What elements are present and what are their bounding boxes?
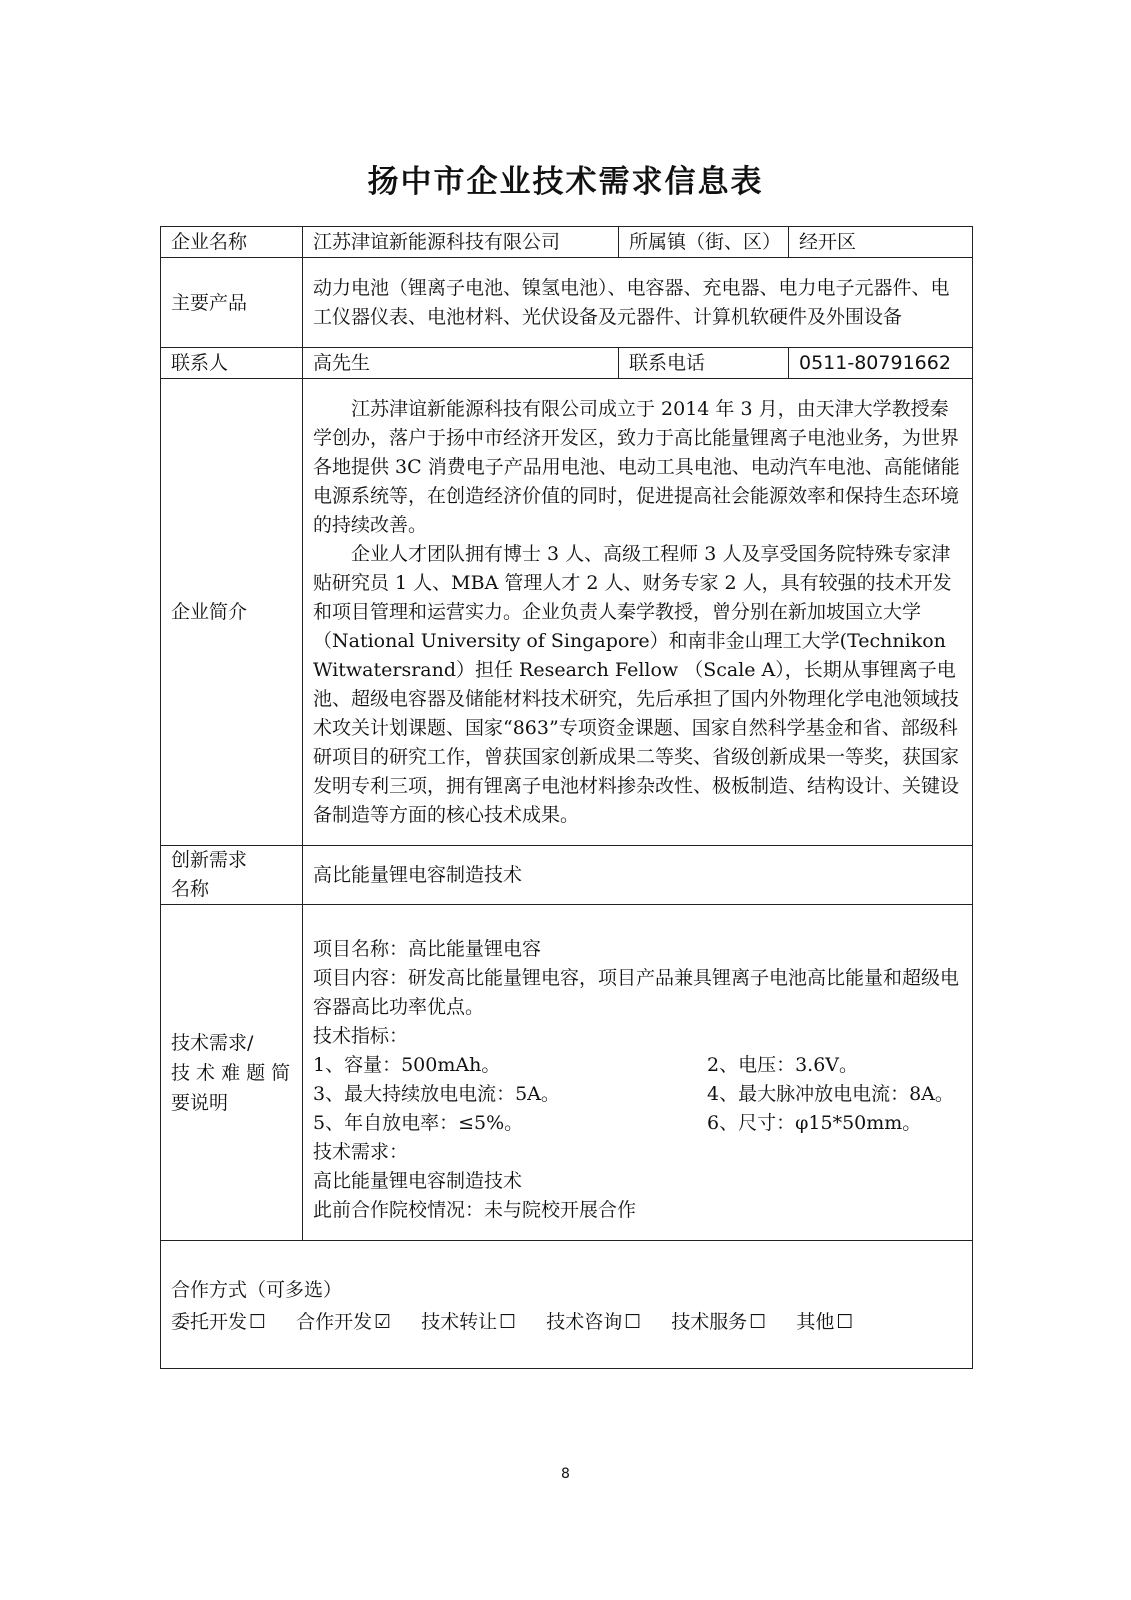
indicator-row-3 bbox=[313, 1109, 962, 1138]
indicator-self-discharge: 5、年自放电率：≤5%。 bbox=[313, 1111, 524, 1134]
requirement-value: 高比能量锂电容制造技术 bbox=[313, 1169, 523, 1192]
demand-name-value: 高比能量锂电容制造技术 bbox=[303, 846, 973, 905]
indicators-label: 技术指标： bbox=[313, 1024, 409, 1047]
option-label: 合作开发 bbox=[296, 1311, 373, 1333]
indicator-row-1 bbox=[313, 1051, 962, 1080]
cooperation-options bbox=[171, 1307, 962, 1337]
indicator-size: 6、尺寸：φ15*50mm。 bbox=[707, 1111, 922, 1134]
products-label: 主要产品 bbox=[161, 258, 303, 348]
row-demand-name bbox=[161, 846, 973, 905]
checkbox-icon[interactable]: ☐ bbox=[836, 1311, 854, 1333]
page-number: 8 bbox=[561, 1466, 570, 1482]
checkbox-checked-icon[interactable]: ☑ bbox=[374, 1311, 392, 1333]
prior-cooperation: 此前合作院校情况：未与院校开展合作 bbox=[313, 1198, 637, 1221]
contact-phone-value: 0511-80791662 bbox=[789, 348, 973, 379]
checkbox-icon[interactable]: ☐ bbox=[499, 1311, 517, 1333]
intro-paragraph-2: 企业人才团队拥有博士 3 人、高级工程师 3 人及享受国务院特殊专家津贴研究员 1 人、MBA 管理人才 2 人、财务专家 2 人，具有较强的技术开发和项目管理和运营实力。企业负责人秦学教授，曾分别在新加坡国立大学（National University of Singapore）和南非金山理工大学(Technikon Witwatersrand）担任 Research Fellow （Scale A），长期从事锂离子电池、超级电容器及储能材料技术研究，先后承担了国内外物理化学电池领域技术攻关计划课题、国家“863”专项资金课题、国家自然科学基金和省、部级科研项目的研究工作，曾获国家创新成果二等奖、省级创新成果一等奖，获国家发明专利三项，拥有锂离子电池材料掺杂改性、极板制造、结构设计、关键设备制造等方面的核心技术成果。 bbox=[313, 542, 960, 826]
checkbox-icon[interactable]: ☐ bbox=[749, 1311, 767, 1333]
company-name-value: 江苏津谊新能源科技有限公司 bbox=[303, 227, 619, 258]
demand-name-label-line2: 名称 bbox=[171, 878, 210, 900]
cooperation-cell bbox=[161, 1241, 973, 1369]
tech-value bbox=[303, 905, 973, 1241]
option-label: 技术服务 bbox=[671, 1311, 748, 1333]
row-products bbox=[161, 258, 973, 348]
contact-person-value: 高先生 bbox=[303, 348, 619, 379]
demand-name-label bbox=[161, 846, 303, 905]
option-label: 其他 bbox=[796, 1311, 835, 1333]
company-name-label: 企业名称 bbox=[161, 227, 303, 258]
row-intro bbox=[161, 379, 973, 846]
option-label: 技术转让 bbox=[421, 1311, 498, 1333]
tech-label-line1: 技术需求/ bbox=[171, 1031, 254, 1054]
indicator-voltage: 2、电压：3.6V。 bbox=[707, 1053, 859, 1076]
row-tech bbox=[161, 905, 973, 1241]
option-label: 委托开发 bbox=[171, 1311, 248, 1333]
project-content: 项目内容：研发高比能量锂电容，项目产品兼具锂离子电池高比能量和超级电容器高比功率优点。 bbox=[313, 966, 960, 1018]
row-contact bbox=[161, 348, 973, 379]
contact-phone-label: 联系电话 bbox=[619, 348, 789, 379]
cooperation-label: 合作方式（可多选） bbox=[171, 1279, 343, 1301]
demand-name-label-line1: 创新需求 bbox=[171, 849, 248, 871]
intro-paragraph-1: 江苏津谊新能源科技有限公司成立于 2014 年 3 月，由天津大学教授秦学创办，落户于扬中市经济开发区，致力于高比能量锂离子电池业务，为世界各地提供 3C 消费电子产品用电池、电动工具电池、电动汽车电池、高能储能电源系统等，在创造经济价值的同时，促进提高社会能源效率和保持生态环境的持续改善。 bbox=[313, 397, 960, 536]
intro-label: 企业简介 bbox=[161, 379, 303, 846]
option-label: 技术咨询 bbox=[546, 1311, 623, 1333]
option-commissioned-dev[interactable] bbox=[171, 1307, 266, 1337]
indicator-pulse-current: 4、最大脉冲放电电流：8A。 bbox=[707, 1082, 954, 1105]
requirement-label: 技术需求： bbox=[313, 1140, 409, 1163]
indicator-continuous-current: 3、最大持续放电电流：5A。 bbox=[313, 1082, 560, 1105]
option-other[interactable] bbox=[796, 1307, 853, 1337]
option-joint-dev[interactable] bbox=[296, 1307, 391, 1337]
intro-value bbox=[303, 379, 973, 846]
contact-person-label: 联系人 bbox=[161, 348, 303, 379]
checkbox-icon[interactable]: ☐ bbox=[624, 1311, 642, 1333]
option-tech-consult[interactable] bbox=[546, 1307, 641, 1337]
option-tech-transfer[interactable] bbox=[421, 1307, 516, 1337]
tech-label-line2: 技 术 难 题 简 bbox=[171, 1061, 291, 1084]
checkbox-icon[interactable]: ☐ bbox=[249, 1311, 267, 1333]
products-value: 动力电池（锂离子电池、镍氢电池）、电容器、充电器、电力电子元器件、电工仪器仪表、电池材料、光伏设备及元器件、计算机软硬件及外围设备 bbox=[303, 258, 973, 348]
town-label: 所属镇（街、区） bbox=[619, 227, 789, 258]
page-title: 扬中市企业技术需求信息表 bbox=[367, 164, 764, 200]
tech-label bbox=[161, 905, 303, 1241]
row-cooperation bbox=[161, 1241, 973, 1369]
row-company bbox=[161, 227, 973, 258]
town-value: 经开区 bbox=[789, 227, 973, 258]
indicator-row-2 bbox=[313, 1080, 962, 1109]
project-name: 项目名称：高比能量锂电容 bbox=[313, 937, 542, 960]
tech-label-line3: 要说明 bbox=[171, 1091, 229, 1114]
indicator-capacity: 1、容量：500mAh。 bbox=[313, 1053, 501, 1076]
option-tech-service[interactable] bbox=[671, 1307, 766, 1337]
demand-info-table bbox=[160, 226, 973, 1369]
